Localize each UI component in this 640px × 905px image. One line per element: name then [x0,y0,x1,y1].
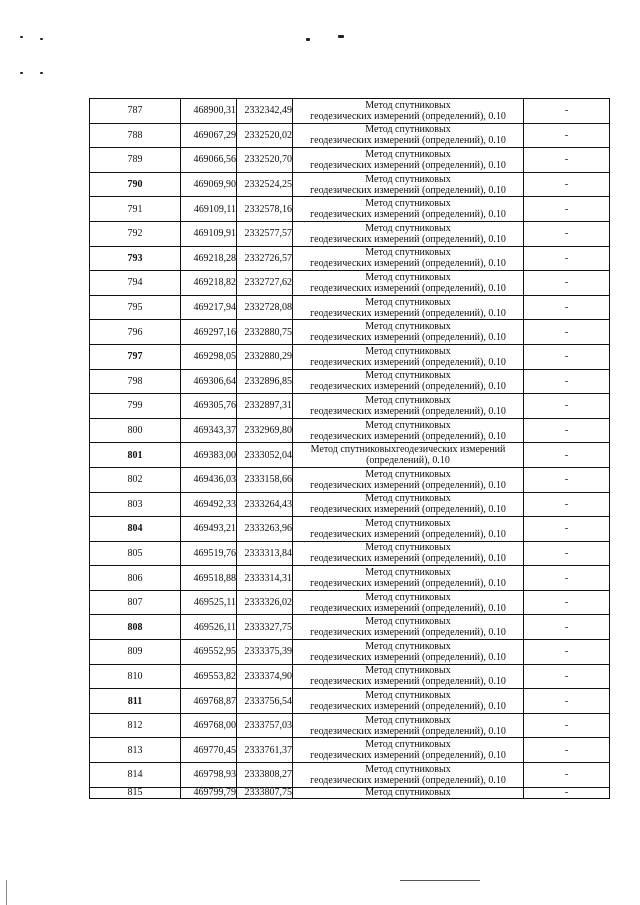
dash-cell: - [524,123,610,148]
method-line-1: Метод спутниковых [365,616,451,628]
method-line-1: Метод спутниковых [365,394,451,406]
point-number-cell: 809 [90,640,181,665]
method-cell [293,394,524,419]
table-row [90,369,610,394]
table-row [90,763,610,788]
method-line-1: Метод спутниковых [365,296,451,308]
method-cell [293,467,524,492]
method-cell [293,763,524,788]
y-coordinate-cell: 2333158,66 [237,467,293,492]
y-coordinate-cell: 2332728,08 [237,295,293,320]
dash-cell: - [524,689,610,714]
method-cell [293,172,524,197]
method-cell [293,541,524,566]
table-row [90,221,610,246]
method-line-1: Метод спутниковых [365,173,451,185]
table-row [90,664,610,689]
y-coordinate-cell: 2333374,90 [237,664,293,689]
table-row [90,640,610,665]
method-line-2: геодезических измерений (определений), 0.10 [310,774,506,786]
method-line-2: геодезических измерений (определений), 0.10 [310,209,506,221]
x-coordinate-cell: 469109,11 [181,197,237,222]
y-coordinate-cell: 2333313,84 [237,541,293,566]
x-coordinate-cell: 469218,28 [181,246,237,271]
x-coordinate-cell: 469526,11 [181,615,237,640]
table-row [90,246,610,271]
y-coordinate-cell: 2332520,02 [237,123,293,148]
method-cell [293,320,524,345]
dash-cell: - [524,517,610,542]
point-number-cell: 813 [90,738,181,763]
x-coordinate-cell: 469066,56 [181,148,237,173]
y-coordinate-cell: 2333327,75 [237,615,293,640]
method-line-2: геодезических измерений (определений), 0.10 [310,184,506,196]
table-row [90,738,610,763]
method-cell [293,664,524,689]
method-line-2: геодезических измерений (определений), 0.10 [310,750,506,762]
method-line-2: геодезических измерений (определений), 0.10 [310,627,506,639]
table-row [90,320,610,345]
dash-cell: - [524,295,610,320]
y-coordinate-cell: 2333314,31 [237,566,293,591]
method-line-2: геодезических измерений (определений), 0.10 [310,479,506,491]
x-coordinate-cell: 468900,31 [181,99,237,124]
dash-cell: - [524,246,610,271]
table-row [90,295,610,320]
method-cell [293,689,524,714]
method-line-2: геодезических измерений (определений), 0.10 [310,332,506,344]
y-coordinate-cell: 2332726,57 [237,246,293,271]
scan-speck [338,35,344,38]
method-line-2: геодезических измерений (определений), 0.10 [310,504,506,516]
y-coordinate-cell: 2332969,80 [237,418,293,443]
point-number-cell: 791 [90,197,181,222]
y-coordinate-cell: 2333757,03 [237,713,293,738]
method-cell [293,295,524,320]
method-line-1: Метод спутниковых [365,591,451,603]
method-line-1: Метод спутниковых [365,714,451,726]
method-line-1: Метод спутниковых [365,99,451,111]
method-line-2: геодезических измерений (определений), 0.10 [310,282,506,294]
table-row [90,492,610,517]
table-row [90,99,610,124]
x-coordinate-cell: 469069,90 [181,172,237,197]
y-coordinate-cell: 2332577,57 [237,221,293,246]
point-number-cell: 808 [90,615,181,640]
dash-cell: - [524,320,610,345]
table-row [90,394,610,419]
method-line-1: Метод спутниковых [365,370,451,382]
dash-cell: - [524,197,610,222]
x-coordinate-cell: 469770,45 [181,738,237,763]
coordinates-table-body [90,99,610,799]
point-number-cell: 807 [90,590,181,615]
method-line-1: Метод спутниковых [365,468,451,480]
method-cell [293,369,524,394]
table-row [90,443,610,468]
method-line-2: геодезических измерений (определений), 0.10 [310,356,506,368]
method-line-1: Метод спутниковых [365,665,451,677]
dash-cell: - [524,271,610,296]
method-cell [293,590,524,615]
y-coordinate-cell: 2333756,54 [237,689,293,714]
point-number-cell: 815 [90,787,181,798]
method-line-2: геодезических измерений (определений), 0.10 [310,307,506,319]
scan-speck [20,36,23,38]
dash-cell: - [524,148,610,173]
method-line-1: Метод спутниковых [365,640,451,652]
y-coordinate-cell: 2333263,96 [237,517,293,542]
table-row [90,615,610,640]
point-number-cell: 799 [90,394,181,419]
table-row-partial [90,787,610,798]
x-coordinate-cell: 469305,76 [181,394,237,419]
dash-cell: - [524,467,610,492]
method-cell [293,123,524,148]
point-number-cell: 801 [90,443,181,468]
method-line-1: Метод спутниковых [365,247,451,259]
method-line-2: геодезических измерений (определений), 0.10 [310,430,506,442]
x-coordinate-cell: 469798,93 [181,763,237,788]
method-cell [293,148,524,173]
y-coordinate-cell: 2333375,39 [237,640,293,665]
y-coordinate-cell: 2333807,75 [237,787,293,798]
x-coordinate-cell: 469768,87 [181,689,237,714]
point-number-cell: 814 [90,763,181,788]
dash-cell: - [524,172,610,197]
footer-rule [400,880,480,881]
point-number-cell: 789 [90,148,181,173]
point-number-cell: 793 [90,246,181,271]
x-coordinate-cell: 469519,76 [181,541,237,566]
method-cell [293,197,524,222]
table-row [90,713,610,738]
point-number-cell: 790 [90,172,181,197]
x-coordinate-cell: 469218,82 [181,271,237,296]
method-line-1: Метод спутниковыхгеодезических измерений [310,444,506,456]
point-number-cell: 810 [90,664,181,689]
method-line-2: геодезических измерений (определений), 0.10 [310,578,506,590]
table-row [90,271,610,296]
method-line-2: геодезических измерений (определений), 0.10 [310,725,506,737]
method-cell [293,443,524,468]
point-number-cell: 788 [90,123,181,148]
point-number-cell: 805 [90,541,181,566]
dash-cell: - [524,640,610,665]
dash-cell: - [524,763,610,788]
method-line-1: Метод спутниковых [365,763,451,775]
method-line-1: Метод спутниковых [365,517,451,529]
dash-cell: - [524,713,610,738]
method-line-2: геодезических измерений (определений), 0.10 [310,528,506,540]
method-line-1: Метод спутниковых [365,542,451,554]
y-coordinate-cell: 2332520,70 [237,148,293,173]
method-line-1: Метод спутниковых [365,148,451,160]
y-coordinate-cell: 2333264,43 [237,492,293,517]
method-line-2: (определений), 0.10 [366,455,450,467]
y-coordinate-cell: 2332342,49 [237,99,293,124]
dash-cell: - [524,590,610,615]
method-line-2: геодезических измерений (определений), 0.10 [310,159,506,171]
method-line-1: Метод спутниковых [365,345,451,357]
method-line-1: Метод спутниковых [365,567,451,579]
point-number-cell: 787 [90,99,181,124]
point-number-cell: 811 [90,689,181,714]
x-coordinate-cell: 469552,95 [181,640,237,665]
point-number-cell: 800 [90,418,181,443]
point-number-cell: 796 [90,320,181,345]
x-coordinate-cell: 469768,00 [181,713,237,738]
x-coordinate-cell: 469297,16 [181,320,237,345]
dash-cell: - [524,566,610,591]
x-coordinate-cell: 469492,33 [181,492,237,517]
table-row [90,517,610,542]
method-line-2: геодезических измерений (определений), 0.10 [310,602,506,614]
y-coordinate-cell: 2333052,04 [237,443,293,468]
x-coordinate-cell: 469436,03 [181,467,237,492]
method-line-1: Метод спутниковых [365,739,451,751]
table-row [90,197,610,222]
y-coordinate-cell: 2333808,27 [237,763,293,788]
point-number-cell: 792 [90,221,181,246]
y-coordinate-cell: 2332880,29 [237,344,293,369]
method-cell [293,492,524,517]
point-number-cell: 795 [90,295,181,320]
method-line-2: геодезических измерений (определений), 0.10 [310,233,506,245]
x-coordinate-cell: 469109,91 [181,221,237,246]
method-cell [293,99,524,124]
x-coordinate-cell: 469553,82 [181,664,237,689]
method-line-1: Метод спутниковых [365,419,451,431]
dash-cell: - [524,664,610,689]
method-cell [293,418,524,443]
dash-cell: - [524,418,610,443]
table-row [90,148,610,173]
y-coordinate-cell: 2332896,85 [237,369,293,394]
method-line-2: геодезических измерений (определений), 0.10 [310,553,506,565]
scan-speck [306,38,310,41]
y-coordinate-cell: 2332897,31 [237,394,293,419]
x-coordinate-cell: 469799,79 [181,787,237,798]
y-coordinate-cell: 2332524,25 [237,172,293,197]
dash-cell: - [524,221,610,246]
x-coordinate-cell: 469493,21 [181,517,237,542]
table-row [90,590,610,615]
y-coordinate-cell: 2333761,37 [237,738,293,763]
x-coordinate-cell: 469525,11 [181,590,237,615]
table-row [90,418,610,443]
point-number-cell: 797 [90,344,181,369]
method-line-1: Метод спутниковых [365,690,451,702]
dash-cell: - [524,615,610,640]
method-cell [293,271,524,296]
method-cell [293,221,524,246]
method-line-2: геодезических измерений (определений), 0.10 [310,651,506,663]
method-line-1: Метод спутниковых [365,271,451,283]
method-cell [293,344,524,369]
table-row [90,123,610,148]
dash-cell: - [524,541,610,566]
point-number-cell: 794 [90,271,181,296]
table-row [90,172,610,197]
x-coordinate-cell: 469518,88 [181,566,237,591]
table-row [90,541,610,566]
table-row [90,566,610,591]
point-number-cell: 804 [90,517,181,542]
method-cell [293,615,524,640]
x-coordinate-cell: 469067,29 [181,123,237,148]
dash-cell: - [524,787,610,798]
page-edge-mark [6,880,7,905]
dash-cell: - [524,492,610,517]
x-coordinate-cell: 469306,64 [181,369,237,394]
method-line-2: геодезических измерений (определений), 0.10 [310,701,506,713]
method-cell [293,713,524,738]
scan-speck [40,38,43,40]
method-cell [293,738,524,763]
method-line-2: геодезических измерений (определений), 0.10 [310,258,506,270]
y-coordinate-cell: 2332578,16 [237,197,293,222]
point-number-cell: 806 [90,566,181,591]
method-cell [293,640,524,665]
point-number-cell: 798 [90,369,181,394]
point-number-cell: 803 [90,492,181,517]
y-coordinate-cell: 2333326,02 [237,590,293,615]
method-cell [293,517,524,542]
method-line-1: Метод спутниковых [365,198,451,210]
x-coordinate-cell: 469383,00 [181,443,237,468]
method-line-2: геодезических измерений (определений), 0.10 [310,676,506,688]
scan-speck [20,72,23,74]
y-coordinate-cell: 2332727,62 [237,271,293,296]
table-row [90,689,610,714]
dash-cell: - [524,394,610,419]
y-coordinate-cell: 2332880,75 [237,320,293,345]
dash-cell: - [524,99,610,124]
dash-cell: - [524,738,610,763]
scan-speck [40,72,43,74]
method-cell [293,246,524,271]
x-coordinate-cell: 469217,94 [181,295,237,320]
table-row [90,344,610,369]
point-number-cell: 812 [90,713,181,738]
method-line-1: Метод спутниковых [365,124,451,136]
method-line-2: геодезических измерений (определений), 0.10 [310,381,506,393]
method-cell [293,566,524,591]
dash-cell: - [524,344,610,369]
coordinates-table [89,98,610,799]
method-cell: Метод спутниковых [293,787,524,798]
method-line-2: геодезических измерений (определений), 0.10 [310,405,506,417]
dash-cell: - [524,369,610,394]
method-line-1: Метод спутниковых [365,493,451,505]
x-coordinate-cell: 469298,05 [181,344,237,369]
method-line-1: Метод спутниковых [365,321,451,333]
method-line-1: Метод спутниковых [365,222,451,234]
x-coordinate-cell: 469343,37 [181,418,237,443]
dash-cell: - [524,443,610,468]
point-number-cell: 802 [90,467,181,492]
method-line-2: геодезических измерений (определений), 0.10 [310,135,506,147]
table-row [90,467,610,492]
method-line-2: геодезических измерений (определений), 0.10 [310,110,506,122]
